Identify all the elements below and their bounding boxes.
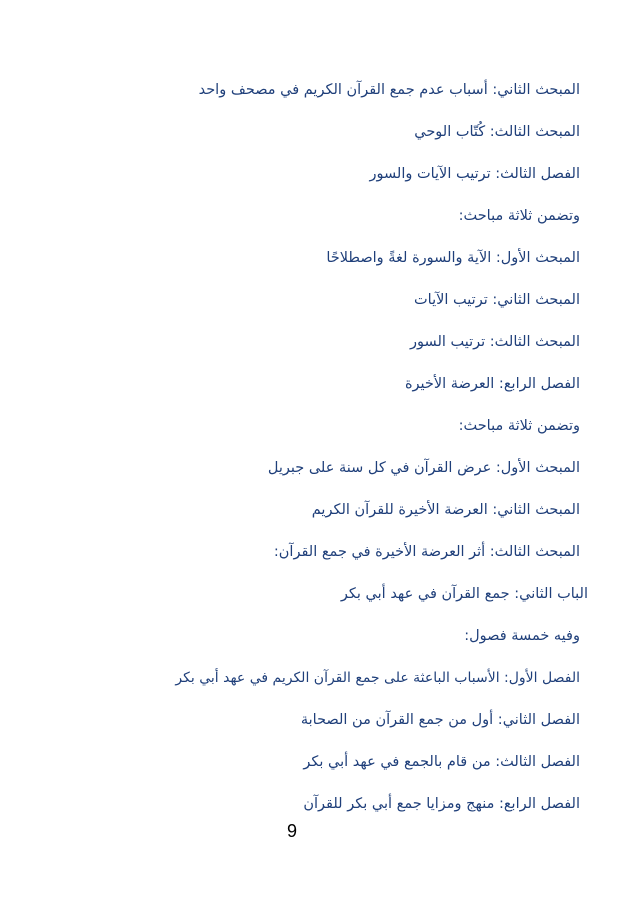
toc-line: الفصل الرابع: العرضة الأخيرة: [404, 376, 580, 392]
toc-line: المبحث الثالث: أثر العرضة الأخيرة في جمع القرآن:: [273, 544, 580, 560]
toc-line: وفيه خمسة فصول:: [464, 628, 580, 644]
toc-line: المبحث الأول: الآية والسورة لغةً واصطلاحًا: [326, 250, 580, 266]
toc-line: المبحث الثاني: أسباب عدم جمع القرآن الكريم في مصحف واحد: [198, 82, 580, 98]
toc-line: المبحث الثاني: العرضة الأخيرة للقرآن الكريم: [311, 502, 580, 518]
page-number: 9: [287, 821, 298, 841]
toc-line: الفصل الثالث: ترتيب الآيات والسور: [369, 166, 580, 182]
toc-line: المبحث الثالث: كُتّاب الوحي: [414, 124, 580, 140]
toc-line: المبحث الثالث: ترتيب السور: [410, 334, 580, 350]
toc-line: الفصل الثاني: أول من جمع القرآن من الصحابة: [300, 712, 580, 728]
toc-line: الفصل الرابع: منهج ومزايا جمع أبي بكر للقرآن: [303, 796, 580, 812]
toc-line: الفصل الثالث: من قام بالجمع في عهد أبي بكر: [303, 754, 580, 770]
toc-line: الباب الثاني: جمع القرآن في عهد أبي بكر: [340, 586, 588, 602]
toc-line: وتضمن ثلاثة مباحث:: [458, 208, 580, 224]
toc-line: المبحث الأول: عرض القرآن في كل سنة على جبريل: [267, 460, 580, 476]
toc-line: المبحث الثاني: ترتيب الآيات: [414, 292, 580, 308]
toc-line: الفصل الأول: الأسباب الباعثة على جمع القرآن الكريم في عهد أبي بكر: [175, 670, 580, 686]
toc-line: وتضمن ثلاثة مباحث:: [458, 418, 580, 434]
